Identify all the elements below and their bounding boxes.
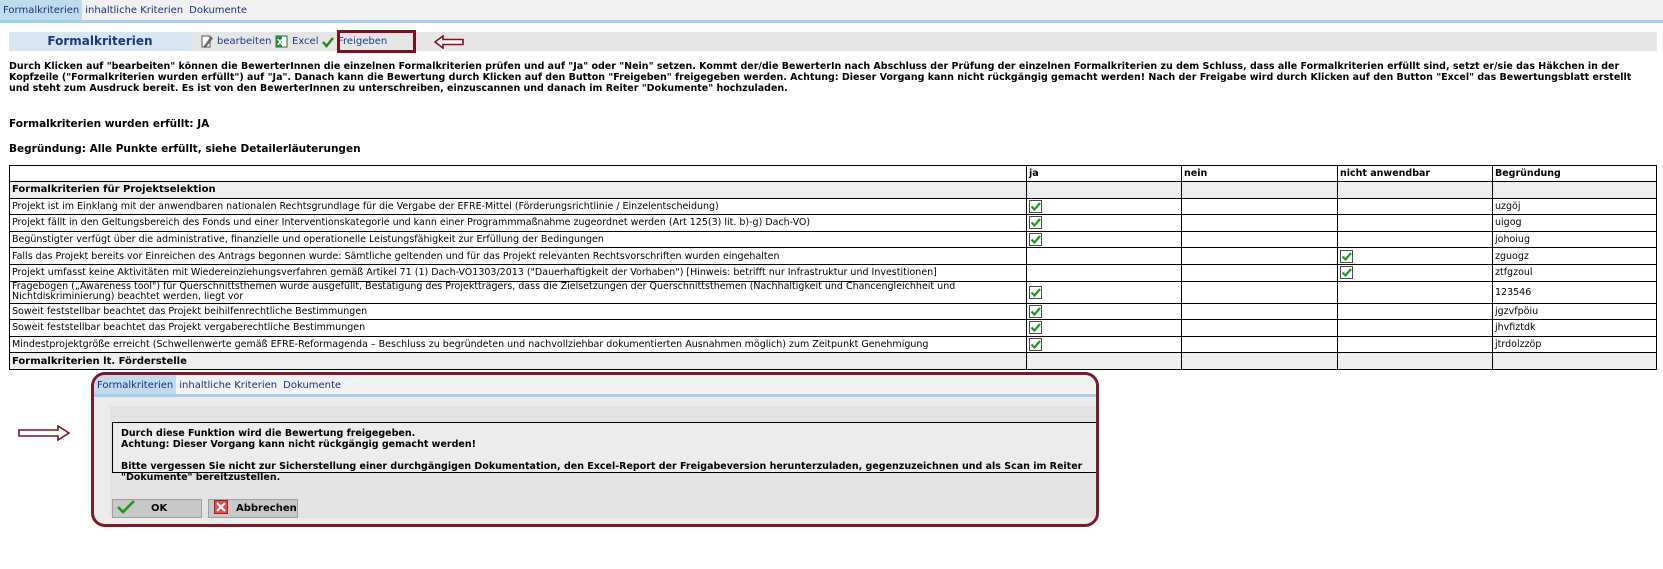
checkbox-checked-icon [1029, 234, 1042, 245]
check-cell-nein [1182, 303, 1338, 320]
cancel-x-icon [214, 500, 228, 517]
ok-label: OK [151, 503, 168, 514]
checkbox-checked-icon [1029, 217, 1042, 228]
header-not-applicable: nicht anwendbar [1338, 166, 1493, 182]
reason-cell: ztfgzoul [1493, 264, 1657, 281]
checkbox-checked-icon [1340, 267, 1353, 278]
section-title: Formalkriterien lt. Förderstelle [10, 353, 1027, 370]
header-reason: Begründung [1493, 166, 1657, 182]
toolbar [9, 32, 1657, 51]
release-dialog [91, 372, 1099, 527]
dialog-tab-dokumente[interactable]: Dokumente [283, 380, 342, 391]
check-cell-na [1338, 231, 1493, 248]
edit-button[interactable] [201, 32, 271, 51]
check-cell-ja [1027, 215, 1182, 232]
check-cell-ja [1027, 303, 1182, 320]
ok-check-icon [117, 500, 135, 517]
check-cell-ja [1027, 320, 1182, 337]
reason-cell: uigog [1493, 215, 1657, 232]
reason-cell: jtrdolzzöp [1493, 336, 1657, 353]
reason-cell: zguogz [1493, 248, 1657, 265]
dialog-tab-inhaltliche-kriterien[interactable]: inhaltliche Kriterien [179, 380, 278, 391]
section-row [10, 182, 1657, 199]
check-cell-nein [1182, 231, 1338, 248]
criterion-text: Projekt fällt in den Geltungsbereich des Fonds und einer Interventionskategorie und kann einer Programmmaßnahme zugeordnet werden (Art 125(3) lit. b)-g) Dach-VO) [10, 215, 1027, 232]
tab-bar [0, 0, 1663, 23]
excel-label: Excel [292, 36, 319, 47]
check-cell-ja [1027, 198, 1182, 215]
criterion-text: Fragebogen („Awareness tool") für Querschnittsthemen wurde ausgefüllt, Bestätigung des Projektträgers, dass die Zielsetzungen der Querschnittsthemen (Nachhaltigkeit und Chancengleichheit und Nichtdiskriminierung) beachtet werden, liegt vor [10, 281, 1027, 303]
toolbar-title: Formalkriterien [9, 32, 191, 51]
checkbox-checked-icon [1029, 287, 1042, 298]
dialog-line-2: Achtung: Dieser Vorgang kann nicht rückgängig gemacht werden! [121, 439, 476, 450]
table-row [10, 215, 1657, 232]
tab-dokumente[interactable]: Dokumente [189, 5, 248, 16]
table-row [10, 198, 1657, 215]
dialog-message [112, 422, 1099, 483]
dialog-line-3: Bitte vergessen Sie nicht zur Sicherstellung einer durchgängigen Dokumentation, den Excel-Report der Freigabeversion herunterzuladen, gegenzuzeichnen und als Scan im Reiter "Dokumente" bereitzustellen. [121, 461, 1083, 483]
checkbox-checked-icon [1029, 339, 1042, 350]
check-cell-nein [1182, 281, 1338, 303]
tab-inhaltliche-kriterien[interactable]: inhaltliche Kriterien [85, 5, 184, 16]
check-cell-na [1338, 215, 1493, 232]
table-row [10, 320, 1657, 337]
table-row [10, 231, 1657, 248]
reason-status: Begründung: Alle Punkte erfüllt, siehe Detailerläuterungen [9, 143, 361, 155]
check-cell-na [1338, 248, 1493, 265]
check-cell-ja [1027, 281, 1182, 303]
checkbox-checked-icon [1029, 201, 1042, 212]
criterion-text: Begünstigter verfügt über die administrative, finanzielle und operationelle Leistungsfähigkeit zur Erfüllung der Bedingungen [10, 231, 1027, 248]
arrow-left-icon [434, 35, 464, 52]
excel-icon [275, 35, 288, 48]
check-cell-ja [1027, 336, 1182, 353]
check-cell-nein [1182, 248, 1338, 265]
section-row [10, 353, 1657, 370]
cancel-label: Abbrechen [236, 503, 297, 514]
criteria-table [9, 165, 1657, 370]
intro-text: Durch Klicken auf "bearbeiten" können die BewerterInnen die einzelnen Formalkriterien prüfen und auf "Ja" oder "Nein" setzen. Kommt der/die BewerterIn nach Abschluss der Prüfung der einzelnen Formalkriterien zu dem Schluss, dass alle Formalkriterien erfüllt sind, setzt er/sie das Häkchen in der Kopfzeile ("Formalkriterien wurden erfüllt") auf "Ja". Danach kann die Bewertung durch Klicken auf den Button "Freigeben" freigegeben werden. Achtung: Dieser Vorgang kann nicht rückgängig gemacht werden! Nach der Freigabe wird durch Klicken auf den Button "Excel" das Bewertungsblatt erstellt und steht zum Ausdruck bereit. Es ist von den BewerterInnen zu unterschreiben, einzuscannen und danach im Reiter "Dokumente" hochzuladen. [9, 61, 1632, 94]
checkbox-checked-icon [1029, 322, 1042, 333]
header-criterion [10, 166, 1027, 182]
table-row [10, 336, 1657, 353]
check-cell-ja [1027, 231, 1182, 248]
table-row [10, 303, 1657, 320]
section-title: Formalkriterien für Projektselektion [10, 182, 1027, 199]
table-row [10, 281, 1657, 303]
check-cell-na [1338, 264, 1493, 281]
check-cell-na [1338, 281, 1493, 303]
reason-cell: uzgöj [1493, 198, 1657, 215]
header-nein: nein [1182, 166, 1338, 182]
arrow-right-icon [18, 425, 70, 444]
tab-formalkriterien[interactable]: Formalkriterien [0, 0, 82, 20]
reason-cell: 123546 [1493, 281, 1657, 303]
check-cell-na [1338, 336, 1493, 353]
table-row [10, 248, 1657, 265]
criterion-text: Soweit feststellbar beachtet das Projekt beihilfenrechtliche Bestimmungen [10, 303, 1027, 320]
release-highlight-box [337, 30, 416, 53]
excel-button[interactable] [275, 32, 319, 51]
reason-cell: jgzvfpöiu [1493, 303, 1657, 320]
edit-icon [201, 35, 213, 48]
criterion-text: Projekt umfasst keine Aktivitäten mit Wiedereinziehungsverfahren gemäß Artikel 71 (1) Dach-VO1303/2013 ("Dauerhaftigkeit der Vorhaben") [Hinweis: betrifft nur Infrastruktur und Investitionen] [10, 264, 1027, 281]
criterion-text: Projekt ist im Einklang mit der anwendbaren nationalen Rechtsgrundlage für die Vergabe der EFRE-Mittel (Förderungsrichtlinie / Einzelentscheidung) [10, 198, 1027, 215]
check-cell-na [1338, 198, 1493, 215]
edit-label: bearbeiten [217, 36, 272, 47]
criterion-text: Falls das Projekt bereits vor Einreichen des Antrags begonnen wurde: Sämtliche geltenden und für das Projekt relevanten Rechtsvorschriften wurden eingehalten [10, 248, 1027, 265]
release-label: Freigeben [338, 36, 388, 47]
dialog-line-1: Durch diese Funktion wird die Bewertung freigegeben. [121, 428, 416, 439]
header-ja: ja [1027, 166, 1182, 182]
ok-button[interactable] [112, 499, 202, 518]
svg-text:X: X [277, 38, 284, 47]
check-cell-nein [1182, 320, 1338, 337]
criterion-text: Soweit feststellbar beachtet das Projekt vergaberechtliche Bestimmungen [10, 320, 1027, 337]
dialog-tab-formalkriterien[interactable]: Formalkriterien [94, 375, 176, 394]
table-header-row [10, 166, 1657, 182]
dialog-tab-bar [94, 375, 1098, 397]
check-cell-nein [1182, 215, 1338, 232]
check-cell-nein [1182, 336, 1338, 353]
check-cell-nein [1182, 264, 1338, 281]
checkbox-checked-icon [1340, 251, 1353, 262]
criterion-text: Mindestprojektgröße erreicht (Schwellenwerte gemäß EFRE-Reformagenda – Beschluss zu begründeten und nachvollziehbar dokumentierten Ausnahmen möglich) zum Zeitpunkt Genehmigung [10, 336, 1027, 353]
reason-cell: johoiug [1493, 231, 1657, 248]
reason-cell: jhvfiztdk [1493, 320, 1657, 337]
dialog-body [110, 406, 1098, 518]
table-row [10, 264, 1657, 281]
check-cell-ja [1027, 264, 1182, 281]
checkmark-icon [322, 36, 334, 48]
check-cell-nein [1182, 198, 1338, 215]
check-cell-na [1338, 320, 1493, 337]
checkbox-checked-icon [1029, 306, 1042, 317]
cancel-button[interactable] [208, 499, 298, 518]
fulfilled-status: Formalkriterien wurden erfüllt: JA [9, 118, 210, 130]
check-cell-ja [1027, 248, 1182, 265]
check-cell-na [1338, 303, 1493, 320]
